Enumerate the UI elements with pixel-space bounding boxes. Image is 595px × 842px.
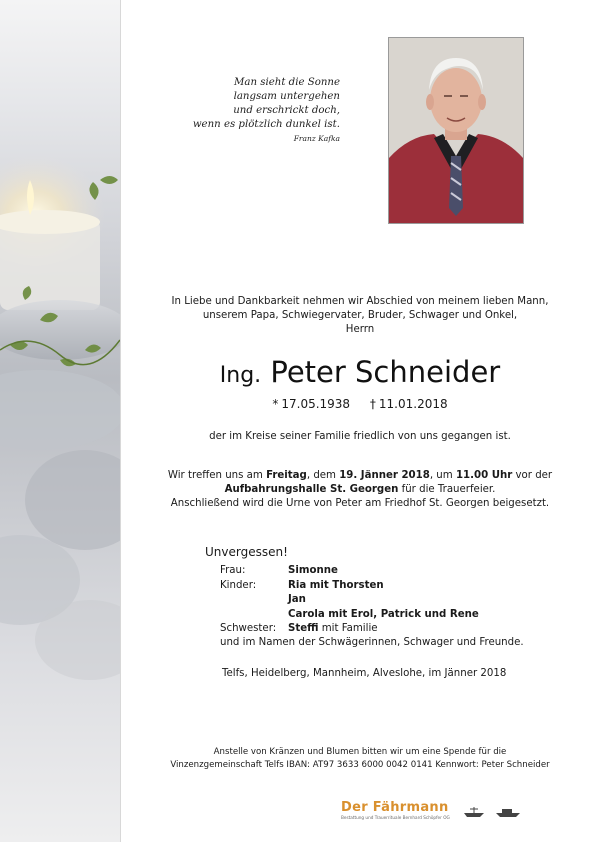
family-row xyxy=(220,622,479,637)
family-name: Jan xyxy=(288,594,306,605)
family-value xyxy=(288,622,479,637)
family-label xyxy=(220,593,288,608)
ceremony-text xyxy=(125,469,595,511)
ceremony-text-part: , dem xyxy=(306,470,340,481)
boat-icon xyxy=(462,804,522,823)
deceased-fullname: Peter Schneider xyxy=(270,355,501,389)
ceremony-time: 11.00 Uhr xyxy=(455,470,513,481)
quote-author: Franz Kafka xyxy=(293,134,340,143)
family-list xyxy=(220,564,479,637)
family-name: Steffi xyxy=(288,623,319,634)
quote-line: und erschrickt doch, xyxy=(233,105,340,116)
intro-line: In Liebe und Dankbarkeit nehmen wir Abschied von meinem lieben Mann, xyxy=(171,296,549,307)
family-row xyxy=(220,564,479,579)
birth-date xyxy=(272,397,350,411)
family-label xyxy=(220,608,288,623)
family-value xyxy=(288,608,479,623)
deceased-name xyxy=(125,354,595,394)
ceremony-line-1 xyxy=(125,469,595,483)
family-value xyxy=(288,579,479,594)
family-suffix: mit Familie xyxy=(318,623,378,634)
intro-text xyxy=(125,295,595,337)
family-name: Carola mit Erol, Patrick und Rene xyxy=(288,608,479,620)
family-label: Frau: xyxy=(220,565,246,576)
ceremony-text-part: Wir treffen uns am xyxy=(167,470,267,481)
ceremony-text-part: , um xyxy=(429,470,456,481)
family-row xyxy=(220,608,479,623)
family-name: Simonne xyxy=(288,565,338,576)
quote-line: langsam untergehen xyxy=(233,91,340,102)
family-label: Kinder: xyxy=(220,579,257,591)
ceremony-location: Aufbahrungshalle St. Georgen xyxy=(224,484,399,495)
donation-note xyxy=(125,746,595,772)
ceremony-line-3: Anschließend wird die Urne von Peter am Friedhof St. Georgen beigesetzt. xyxy=(170,498,550,509)
death-date xyxy=(370,397,448,411)
birth-symbol: * xyxy=(272,397,279,411)
donation-line: Vinzenzgemeinschaft Telfs IBAN: AT97 3633 6000 0042 0141 Kennwort: Peter Schneider xyxy=(170,760,550,770)
family-value xyxy=(288,593,479,608)
deceased-title: Ing. xyxy=(219,363,262,388)
family-label: Schwester: xyxy=(220,623,277,634)
ceremony-line-2 xyxy=(125,483,595,497)
death-symbol: † xyxy=(369,397,376,411)
birth-value: 17.05.1938 xyxy=(281,397,351,411)
side-divider xyxy=(120,0,121,842)
brand-subtitle: Bestattung und Trauerrituale Bernhard Schöpfer OG xyxy=(341,815,450,820)
intro-line: unserem Papa, Schwiegervater, Bruder, Schwager und Onkel, xyxy=(202,310,518,321)
family-value xyxy=(288,564,479,579)
donation-line: Anstelle von Kränzen und Blumen bitten wir um eine Spende für die xyxy=(213,747,507,757)
brand-name: Der Fährmann xyxy=(341,800,449,815)
undertaker-logo xyxy=(341,800,450,820)
family-name: Ria mit Thorsten xyxy=(288,579,384,591)
death-value: 11.01.2018 xyxy=(378,397,448,411)
family-row xyxy=(220,579,479,594)
portrait-photo xyxy=(388,37,524,224)
quote-line: Man sieht die Sonne xyxy=(233,77,340,88)
ceremony-text-part: für die Trauerfeier. xyxy=(398,484,496,495)
decorative-candle-image xyxy=(0,0,120,842)
passing-text: der im Kreise seiner Familie friedlich von uns gegangen ist. xyxy=(209,431,511,442)
life-dates xyxy=(125,397,595,411)
family-closing: und im Namen der Schwägerinnen, Schwager und Freunde. xyxy=(220,637,524,648)
place-date: Telfs, Heidelberg, Mannheim, Alveslohe, im Jänner 2018 xyxy=(222,668,507,679)
kafka-quote xyxy=(170,76,340,144)
ceremony-day: Freitag xyxy=(266,470,307,481)
family-row xyxy=(220,593,479,608)
ceremony-date: 19. Jänner 2018 xyxy=(339,470,430,481)
intro-line: Herrn xyxy=(345,324,375,335)
family-heading: Unvergessen! xyxy=(205,545,288,559)
ceremony-text-part: vor der xyxy=(512,470,553,481)
quote-line: wenn es plötzlich dunkel ist. xyxy=(192,119,340,130)
